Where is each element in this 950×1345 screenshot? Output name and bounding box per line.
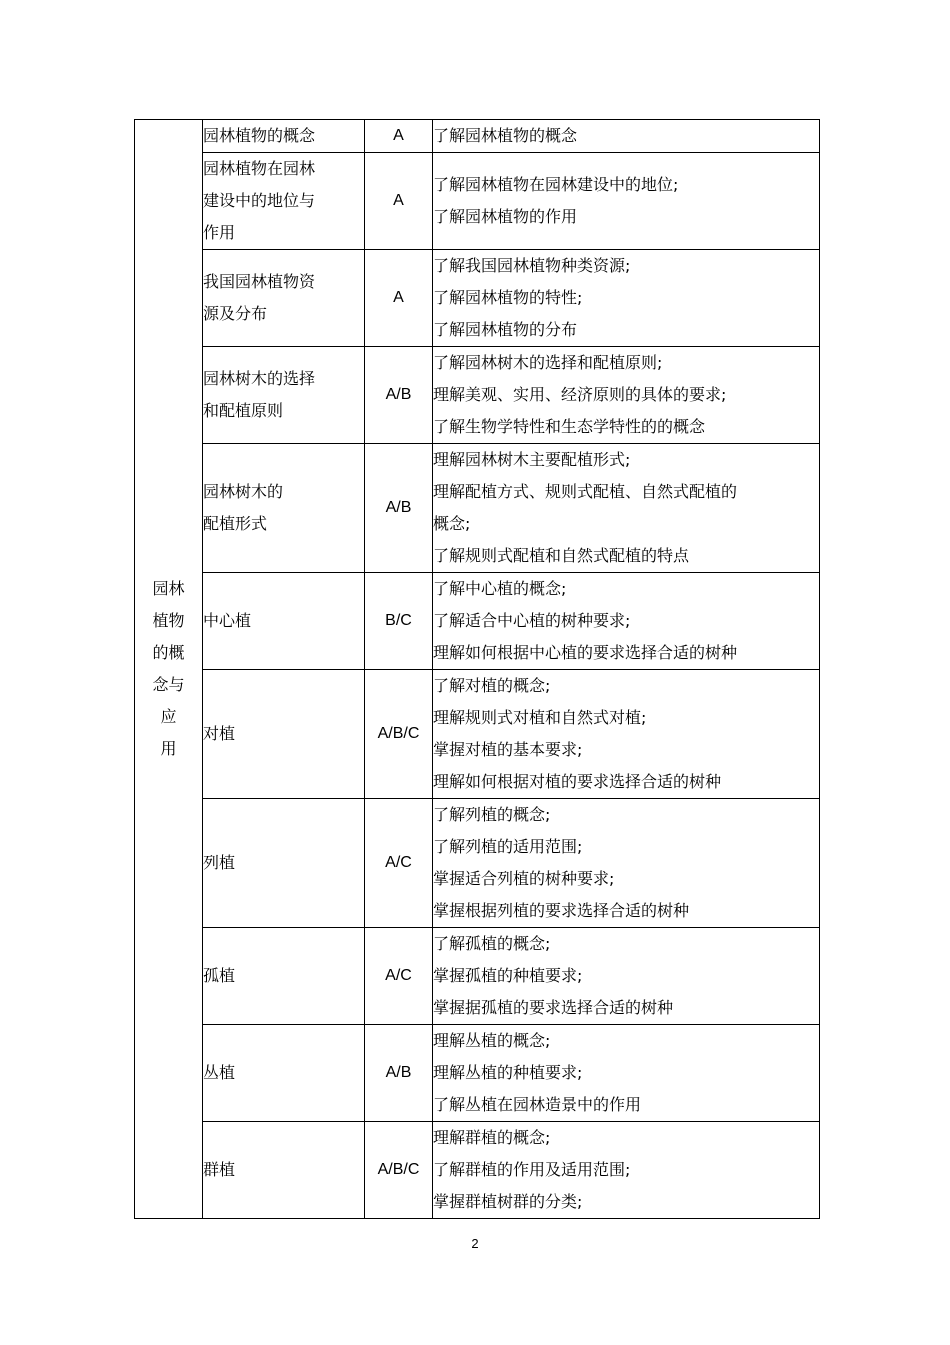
requirements-cell — [433, 1122, 820, 1219]
topic-text: 源及分布 — [203, 304, 268, 323]
requirement-text: 概念; — [433, 514, 471, 533]
level-cell: A/B — [365, 1025, 433, 1122]
requirement-text: 了解中心植的概念; — [433, 579, 567, 598]
requirement-text: 了解园林植物在园林建设中的地位; — [433, 175, 679, 194]
requirement-text: 了解生物学特性和生态学特性的的概念 — [433, 417, 706, 436]
requirement-text: 理解群植的概念; — [433, 1128, 551, 1147]
requirement-text: 了解我国园林植物种类资源; — [433, 256, 631, 275]
level-cell: A — [365, 120, 433, 153]
table-row — [135, 1122, 820, 1219]
topic-cell — [203, 670, 365, 799]
table-row — [135, 347, 820, 444]
topic-text: 列植 — [203, 853, 236, 872]
topic-text: 园林树木的 — [203, 482, 284, 501]
topic-text: 中心植 — [203, 611, 252, 630]
requirement-text: 了解对植的概念; — [433, 676, 551, 695]
topic-text: 作用 — [203, 223, 236, 242]
requirement-text: 理解如何根据对植的要求选择合适的树种 — [433, 772, 722, 791]
requirement-text: 了解园林植物的特性; — [433, 288, 583, 307]
table-row — [135, 1025, 820, 1122]
table-row — [135, 928, 820, 1025]
table-row — [135, 444, 820, 573]
requirements-cell — [433, 670, 820, 799]
syllabus-table-body — [135, 120, 820, 1219]
topic-text: 和配植原则 — [203, 401, 284, 420]
topic-cell — [203, 573, 365, 670]
requirement-text: 理解配植方式、规则式配植、自然式配植的 — [433, 482, 738, 501]
requirements-cell — [433, 250, 820, 347]
table-row — [135, 120, 820, 153]
requirements-cell — [433, 444, 820, 573]
chapter-title-line: 植物 — [152, 611, 185, 630]
topic-cell — [203, 928, 365, 1025]
level-cell: B/C — [365, 573, 433, 670]
requirement-text: 了解园林植物的作用 — [433, 207, 578, 226]
requirement-text: 了解孤植的概念; — [433, 934, 551, 953]
topic-cell — [203, 1025, 365, 1122]
topic-cell — [203, 120, 365, 153]
topic-cell — [203, 799, 365, 928]
requirements-cell — [433, 120, 820, 153]
topic-text: 我国园林植物资 — [203, 272, 316, 291]
chapter-title — [151, 573, 187, 765]
level-cell: A — [365, 153, 433, 250]
level-cell: A/C — [365, 928, 433, 1025]
chapter-title-line: 园林 — [152, 579, 185, 598]
level-cell: A — [365, 250, 433, 347]
level-cell: A/B — [365, 347, 433, 444]
topic-text: 园林树木的选择 — [203, 369, 316, 388]
requirement-text: 了解适合中心植的树种要求; — [433, 611, 631, 630]
requirement-text: 掌握据孤植的要求选择合适的树种 — [433, 998, 674, 1017]
chapter-title-line: 应 用 — [160, 707, 177, 758]
requirement-text: 理解美观、实用、经济原则的具体的要求; — [433, 385, 727, 404]
topic-text: 配植形式 — [203, 514, 268, 533]
requirement-text: 理解丛植的概念; — [433, 1031, 551, 1050]
topic-text: 丛植 — [203, 1063, 236, 1082]
table-row — [135, 573, 820, 670]
chapter-title-line: 念与 — [152, 675, 185, 694]
requirements-cell — [433, 347, 820, 444]
level-cell: A/B/C — [365, 1122, 433, 1219]
requirement-text: 了解园林植物的分布 — [433, 320, 578, 339]
requirement-text: 理解规则式对植和自然式对植; — [433, 708, 647, 727]
topic-cell — [203, 347, 365, 444]
requirements-cell — [433, 928, 820, 1025]
topic-text: 园林植物在园林 — [203, 159, 316, 178]
requirement-text: 了解规则式配植和自然式配植的特点 — [433, 546, 690, 565]
requirement-text: 掌握孤植的种植要求; — [433, 966, 583, 985]
requirements-cell — [433, 799, 820, 928]
chapter-title-line: 的概 — [152, 643, 185, 662]
topic-cell — [203, 444, 365, 573]
requirements-cell — [433, 153, 820, 250]
level-cell: A/B/C — [365, 670, 433, 799]
requirements-cell — [433, 573, 820, 670]
topic-cell — [203, 153, 365, 250]
requirement-text: 了解群植的作用及适用范围; — [433, 1160, 631, 1179]
requirement-text: 了解园林树木的选择和配植原则; — [433, 353, 663, 372]
table-row — [135, 670, 820, 799]
requirement-text: 掌握根据列植的要求选择合适的树种 — [433, 901, 690, 920]
table-row — [135, 153, 820, 250]
chapter-cell — [135, 120, 203, 1219]
topic-text: 孤植 — [203, 966, 236, 985]
level-cell: A/B — [365, 444, 433, 573]
topic-text: 对植 — [203, 724, 236, 743]
topic-cell — [203, 250, 365, 347]
topic-text: 建设中的地位与 — [203, 191, 316, 210]
level-cell: A/C — [365, 799, 433, 928]
requirement-text: 了解丛植在园林造景中的作用 — [433, 1095, 642, 1114]
requirement-text: 理解如何根据中心植的要求选择合适的树种 — [433, 643, 738, 662]
requirement-text: 了解园林植物的概念 — [433, 126, 578, 145]
page-number: 2 — [471, 1236, 479, 1251]
requirement-text: 了解列植的概念; — [433, 805, 551, 824]
table-row — [135, 250, 820, 347]
requirement-text: 理解丛植的种植要求; — [433, 1063, 583, 1082]
requirement-text: 了解列植的适用范围; — [433, 837, 583, 856]
topic-text: 园林植物的概念 — [203, 126, 316, 145]
requirement-text: 掌握对植的基本要求; — [433, 740, 583, 759]
topic-text: 群植 — [203, 1160, 236, 1179]
topic-cell — [203, 1122, 365, 1219]
requirement-text: 理解园林树木主要配植形式; — [433, 450, 631, 469]
requirement-text: 掌握群植树群的分类; — [433, 1192, 583, 1211]
requirements-cell — [433, 1025, 820, 1122]
table-row — [135, 799, 820, 928]
requirement-text: 掌握适合列植的树种要求; — [433, 869, 615, 888]
syllabus-table — [134, 119, 820, 1219]
